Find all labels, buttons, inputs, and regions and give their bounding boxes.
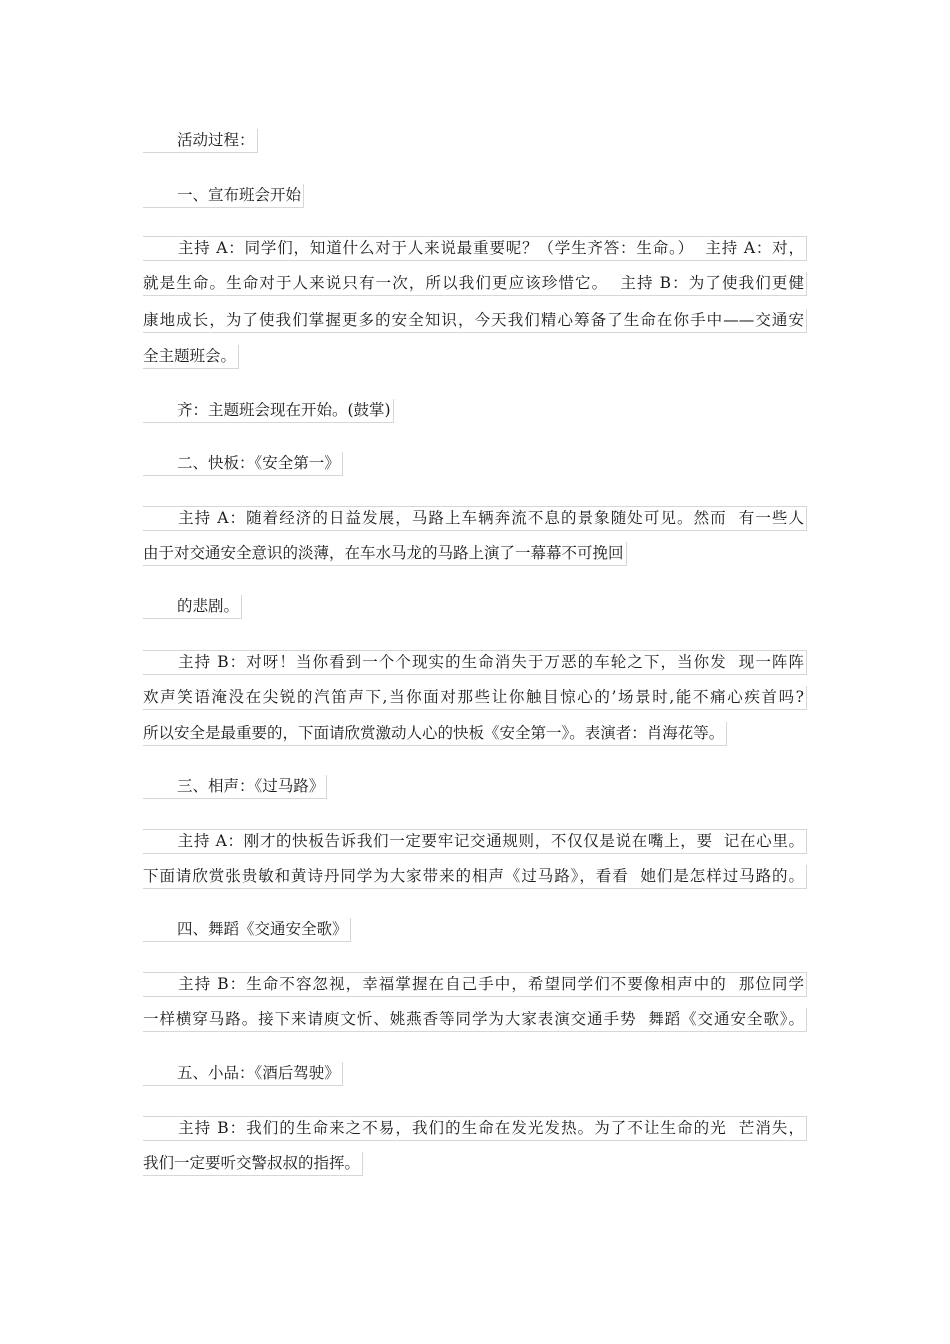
paragraph-line: 全主题班会。 (143, 345, 239, 369)
paragraph-line: 的悲剧。 (143, 595, 242, 619)
section-heading-crosstalk: 三、相声：《过马路》 (143, 775, 327, 799)
paragraph-line: 主持 B：对呀！当你看到一个个现实的生命消失于万恶的车轮之下，当你发 现一阵阵 (143, 650, 807, 675)
section-heading-activity-process: 活动过程： (143, 129, 258, 153)
paragraph-line: 主持 A：同学们，知道什么对于人来说最重要呢？（学生齐答：生命。） 主持 A：对， (143, 236, 807, 261)
paragraph-line: 康地成长，为了使我们掌握更多的安全知识，今天我们精心筹备了生命在你手中——交通安 (143, 309, 807, 333)
paragraph-line: 所以安全是最重要的，下面请欣赏激动人心的快板《安全第一》。表演者：肖海花等。 (143, 722, 727, 746)
paragraph-line: 主持 B：生命不容忽视，幸福掌握在自己手中，希望同学们不要像相声中的 那位同学 (143, 972, 807, 997)
paragraph-line: 我们一定要听交警叔叔的指挥。 (143, 1152, 363, 1176)
paragraph-line: 下面请欣赏张贵敏和黄诗丹同学为大家带来的相声《过马路》，看看 她们是怎样过马路的。 (143, 865, 807, 889)
section-heading-clapper-talk: 二、快板：《安全第一》 (143, 452, 343, 476)
section-heading-skit: 五、小品：《酒后驾驶》 (143, 1062, 343, 1086)
paragraph-line: 主持 A：随着经济的日益发展，马路上车辆奔流不息的景象随处可见。然而 有一些人 (143, 506, 807, 531)
paragraph-line: 由于对交通安全意识的淡薄，在车水马龙的马路上演了一幕幕不可挽回 (143, 542, 627, 566)
paragraph-line: 齐：主题班会现在开始。(鼓掌) (143, 399, 394, 423)
paragraph-line: 一样横穿马路。接下来请庾文忻、姚燕香等同学为大家表演交通手势 舞蹈《交通安全歌》。 (143, 1008, 807, 1032)
paragraph-line: 主持 A：刚才的快板告诉我们一定要牢记交通规则，不仅仅是说在嘴上，要 记在心里。 (143, 829, 807, 854)
paragraph-line: 就是生命。生命对于人来说只有一次，所以我们更应该珍惜它。 主持 B：为了使我们更健 (143, 272, 807, 296)
section-heading-dance: 四、舞蹈《交通安全歌》 (143, 918, 351, 942)
paragraph-line: 欢声笑语淹没在尖锐的汽笛声下,当你面对那些让你触目惊心的’场景时,能不痛心疾首吗? (143, 686, 807, 710)
section-heading-announce-start: 一、宣布班会开始 (143, 184, 304, 208)
paragraph-line: 主持 B：我们的生命来之不易，我们的生命在发光发热。为了不让生命的光 芒消失， (143, 1116, 807, 1141)
